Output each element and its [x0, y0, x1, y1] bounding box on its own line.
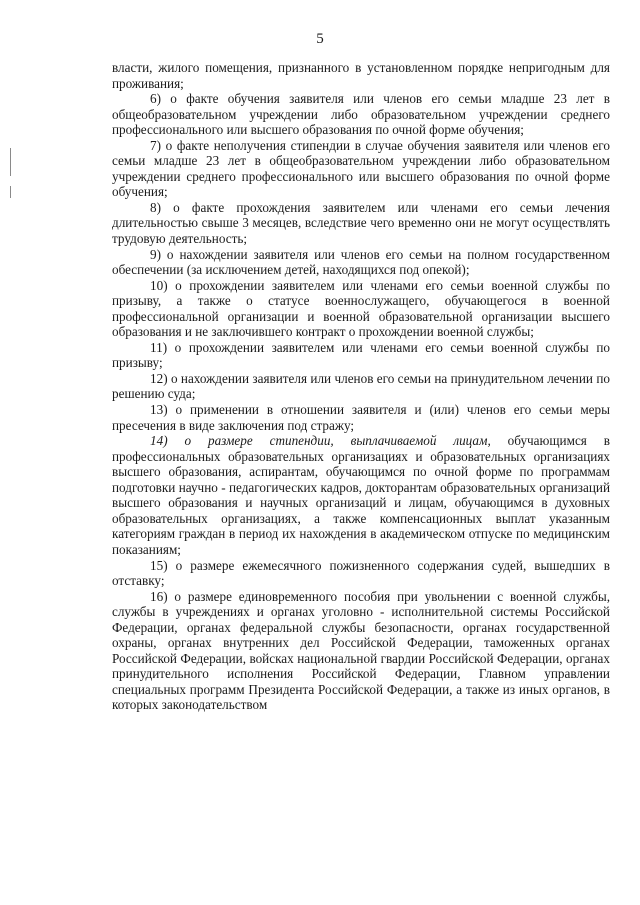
paragraph-text: 15) о размере ежемесячного пожизненного содержания судей, вышедших в отставку; — [112, 557, 610, 589]
paragraph-text: 10) о прохождении заявителем или членами его семьи военной службы по призыву, а также о статусе военнослужащего, обучающегося в военной профессиональной организации и военной образовательной организации высшего образования и не заключившего контракт о прохождении военной службы; — [112, 277, 610, 340]
paragraph-item-16 — [112, 589, 610, 713]
scan-margin-mark — [10, 186, 11, 198]
paragraph-text: 7) о факте неполучения стипендии в случае обучения заявителя или членов его семьи младше 23 лет в общеобразовательном учреждении либо образовательном учреждении среднего профессионального или высшего образования по очной форме обучения; — [112, 137, 610, 200]
paragraph-item-7 — [112, 138, 610, 200]
paragraph-continuation — [112, 60, 610, 91]
paragraph-text: 6) о факте обучения заявителя или членов его семьи младше 23 лет в общеобразовательном учреждении либо образовательном учреждении среднего профессионального или высшего образования по очной форме обучения; — [112, 91, 610, 138]
paragraph-text: 16) о размере единовременного пособия при увольнении с военной службы, службы в учреждениях и органах уголовно - исполнительной системы Российской Федерации, органах федеральной службы безопасности, органах государственной охраны, органах внутренних дел Российской Федерации, таможенных органах Российской Федерации, войсках национальной гвардии Российской Федерации, органах принудительного исполнения Российской Федерации, Главном управлении специальных программ Президента Российской Федерации, а также из иных органов, в которых законодательством — [112, 588, 610, 713]
paragraph-text: 8) о факте прохождения заявителем или членами его семьи лечения длительностью свыше 3 месяцев, вследствие чего временно они не могут осуществлять трудовую деятельность; — [112, 199, 610, 247]
paragraph-text: обучающимся в профессиональных образовательных организациях и образовательных организациях высшего образования, аспирантам, обучающимся по очной форме по программам подготовки научно - педагогических кадров, докторантам образовательных организаций высшего образования и научных организаций и лицам, обучающимся в духовных образовательных организациях, а также компенсационных выплат указанным категориям граждан в период их нахождения в академическом отпуске по медицинским показаниям; — [112, 433, 610, 557]
paragraph-text: 9) о нахождении заявителя или членов его семьи на полном государственном обеспечении (за исключением детей, находящихся под опекой); — [112, 246, 610, 278]
paragraph-item-12 — [112, 371, 610, 402]
paragraph-item-8 — [112, 200, 610, 247]
paragraph-text: 11) о прохождении заявителем или членами его семьи военной службы по призыву; — [112, 339, 610, 371]
paragraph-item-15 — [112, 558, 610, 589]
paragraph-text: 13) о применении в отношении заявителя и (или) членов его семьи меры пресечения в виде заключения под стражу; — [112, 402, 610, 433]
paragraph-item-9 — [112, 247, 610, 278]
paragraph-text: власти, жилого помещения, признанного в установленном порядке непригодным для проживания; — [112, 60, 610, 91]
body-text — [112, 60, 610, 713]
scan-margin-mark — [10, 148, 11, 176]
paragraph-italic-lead: 14) о размере стипендии, выплачиваемой лицам, — [150, 433, 491, 449]
paragraph-item-10 — [112, 278, 610, 340]
paragraph-text: 12) о нахождении заявителя или членов его семьи на принудительном лечении по решению суда; — [112, 370, 610, 402]
paragraph-item-13 — [112, 402, 610, 433]
paragraph-item-6 — [112, 91, 610, 138]
paragraph-item-11 — [112, 340, 610, 371]
page-number: 5 — [316, 31, 324, 47]
paragraph-item-14 — [112, 433, 610, 557]
